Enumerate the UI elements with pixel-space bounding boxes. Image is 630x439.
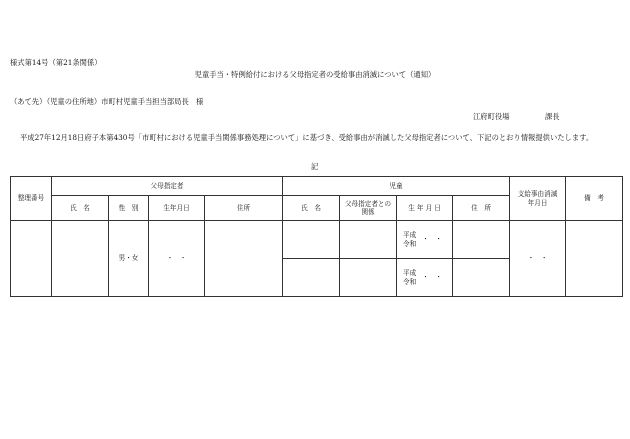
sender-title: 課長 [545, 112, 560, 121]
cell-parent-name[interactable] [52, 221, 109, 297]
header-parent-group: 父母指定者 [52, 177, 283, 196]
header-reason-date [510, 177, 566, 221]
era-reiwa: 令和 [403, 239, 417, 248]
header-reason-date-text: 支給事由消滅年月日 [517, 190, 558, 207]
notification-table [10, 176, 623, 297]
cell-child-name[interactable] [283, 259, 340, 297]
cell-child-relation[interactable] [340, 221, 397, 259]
header-child-group: 児童 [283, 177, 510, 196]
era-heisei: 平成 [403, 231, 417, 240]
cell-child-birth[interactable] [397, 221, 453, 259]
date-dots: ・ ・ [422, 273, 442, 282]
cell-child-birth[interactable] [397, 259, 453, 297]
table-row [11, 221, 623, 259]
date-dots: ・ ・ [422, 235, 442, 244]
header-parent-address: 住所 [205, 196, 283, 221]
header-child-relation-text: 父母指定者との関係 [344, 199, 392, 216]
cell-child-name[interactable] [283, 221, 340, 259]
cell-child-address[interactable] [453, 221, 510, 259]
header-parent-name: 氏 名 [52, 196, 109, 221]
header-child-address: 住 所 [453, 196, 510, 221]
cell-parent-address[interactable] [205, 221, 283, 297]
addressee: （あて先）（児童の住所地）市町村児童手当担当部局長 様 [10, 97, 204, 106]
header-child-name: 氏 名 [283, 196, 340, 221]
form-label: 様式第14号（第21条関係） [10, 58, 102, 67]
cell-reason-date[interactable]: ・ ・ [510, 221, 566, 297]
cell-serial[interactable] [11, 221, 52, 297]
sender-office: 江府町役場 [473, 112, 510, 121]
header-child-relation [340, 196, 397, 221]
ki-label: 記 [311, 162, 319, 171]
header-parent-gender: 性 別 [109, 196, 149, 221]
header-serial: 整理番号 [11, 177, 52, 221]
era-heisei: 平成 [403, 269, 417, 278]
header-child-birth: 生 年 月 日 [397, 196, 453, 221]
cell-child-relation[interactable] [340, 259, 397, 297]
cell-parent-gender[interactable]: 男・女 [109, 221, 149, 297]
era-reiwa: 令和 [403, 277, 417, 286]
header-remarks: 備 考 [566, 177, 623, 221]
header-parent-birth: 生年月日 [149, 196, 205, 221]
cell-child-address[interactable] [453, 259, 510, 297]
cell-remarks[interactable] [566, 221, 623, 297]
body-text: 平成27年12月18日府子本第430号「市町村における児童手当関係事務処理について」に基づき、受給事由が消滅した父母指定者について、下記のとおり情報提供いたします。 [20, 133, 594, 142]
document-title: 児童手当・特例給付における父母指定者の受給事由消滅について（通知） [194, 70, 436, 79]
cell-parent-birth[interactable]: ・ ・ [149, 221, 205, 297]
